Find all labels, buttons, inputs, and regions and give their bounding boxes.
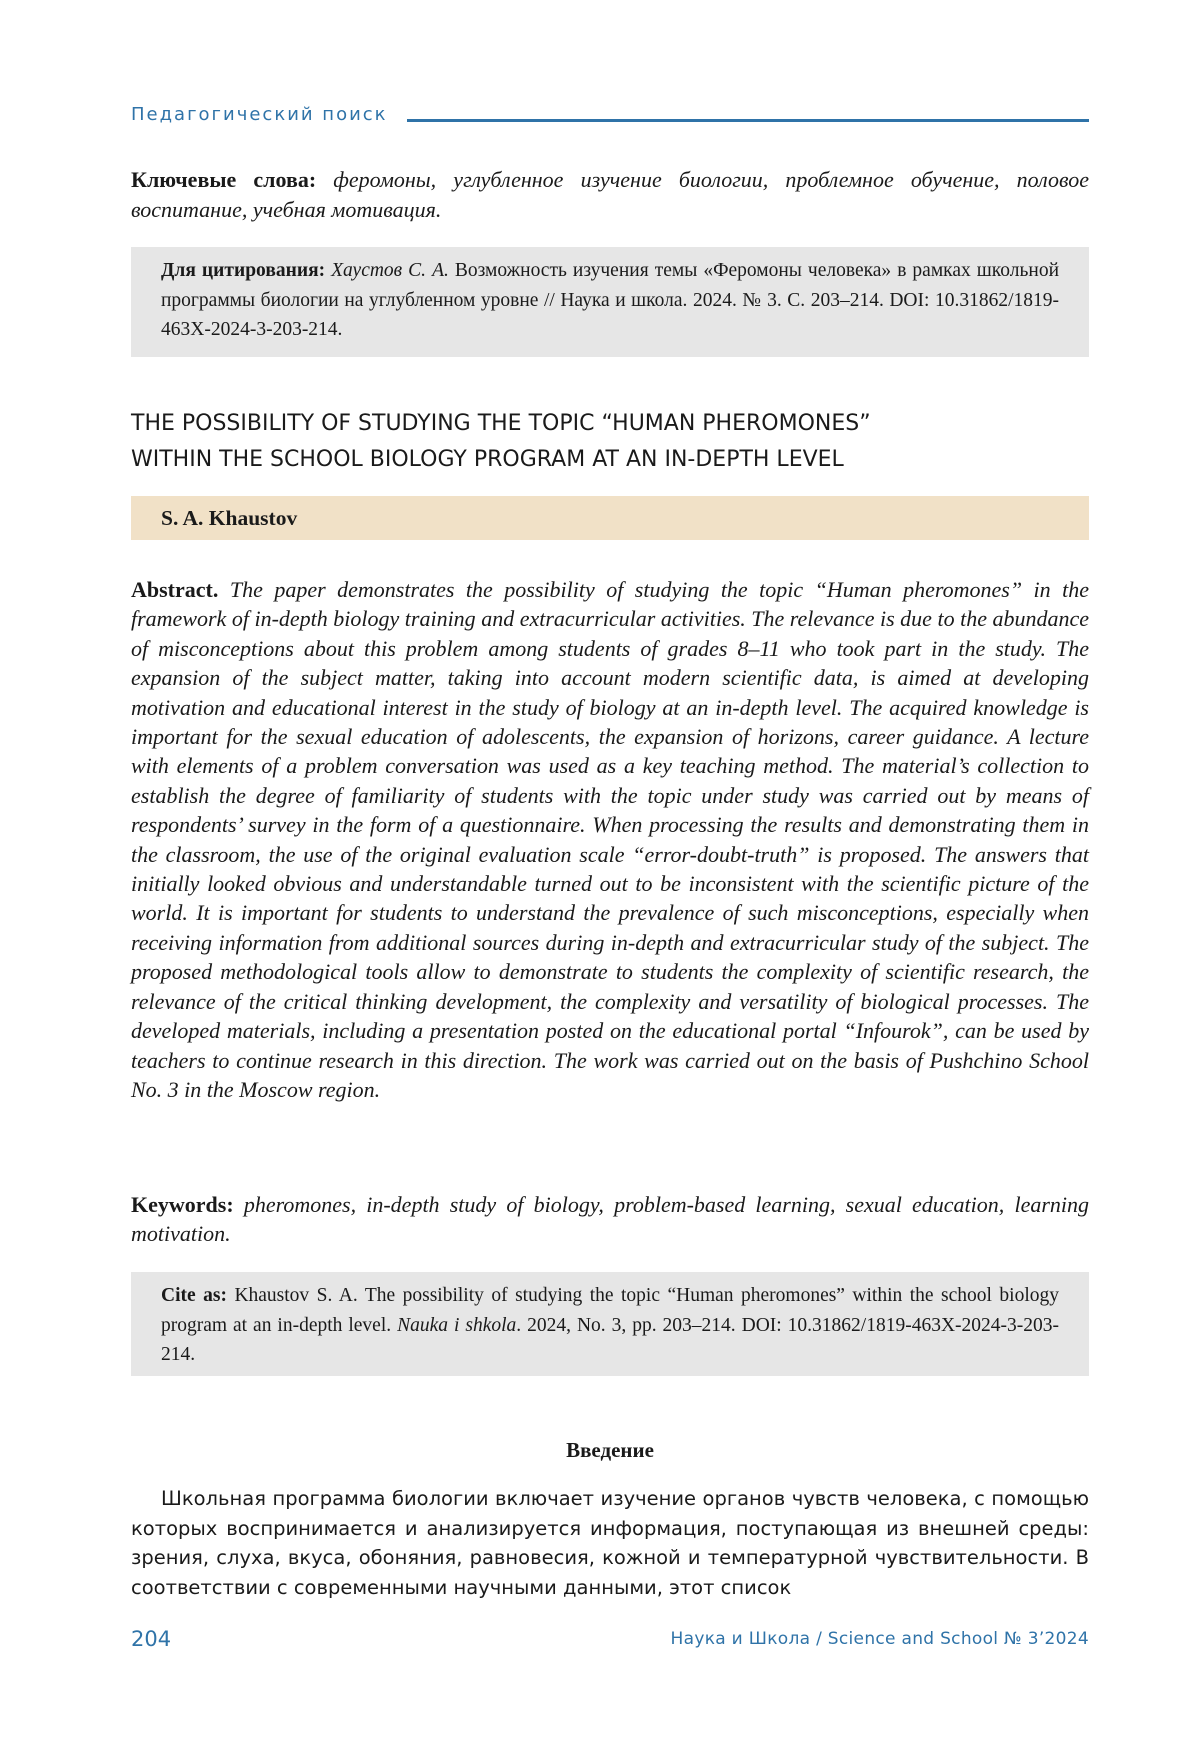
keywords-ru-text: феромоны, углубленное изучение биологии, проблемное обучение, половое воспитание, учебная мотивация. <box>131 167 1089 222</box>
abstract <box>131 575 1089 1104</box>
keywords-ru <box>131 165 1089 225</box>
abstract-text: The paper demonstrates the possibility of studying the topic “Human pheromones” in the framework of in-depth biology training and extracurricular activities. The relevance is due to the abundance of misconceptions about this problem among students of grades 8–11 who took part in the study. The expansion of the subject matter, taking into account modern scientific data, is aimed at developing motivation and educational interest in the study of biology at an in-depth level. The acquired knowledge is important for the sexual education of adolescents, the expansion of horizons, career guidance. A lecture with elements of a problem conversation was used as a key teaching method. The material’s collection to establish the degree of familiarity of students with the topic under study was carried out by means of respondents’ survey in the form of a questionnaire. When processing the results and demonstrating them in the classroom, the use of the original evaluation scale “error-doubt-truth” is proposed. The answers that initially looked obvious and understandable turned out to be inconsistent with the scientific picture of the world. It is important for students to understand the prevalence of such misconceptions, especially when receiving information from additional sources during in-depth and extracurricular study of the subject. The proposed methodological tools allow to demonstrate to students the complexity of scientific research, the relevance of the critical thinking development, the complexity and versatility of biological processes. The developed materials, including a presentation posted on the educational portal “Infourok”, can be used by teachers to continue research in this direction. The work was carried out on the basis of Pushchino School No. 3 in the Moscow region. <box>131 577 1090 1102</box>
author-name: S. A. Khaustov <box>161 506 298 530</box>
page-footer <box>131 1627 1089 1657</box>
citation-en-journal: Nauka i shkola <box>397 1314 517 1336</box>
keywords-en <box>131 1190 1089 1249</box>
citation-en-text: Khaustov S. A. The possibility of studying the topic “Human pheromones” within the school biology program at an in-depth level. <box>161 1285 1059 1336</box>
keywords-ru-label: Ключевые слова: <box>131 167 317 192</box>
citation-ru-label: Для цитирования: <box>161 260 326 281</box>
citation-en-text-after: . 2024, No. 3, pp. 203–214. DOI: 10.31862/1819-463X-2024-3-203-214. <box>161 1314 1060 1365</box>
header-rule <box>407 119 1089 122</box>
abstract-label: Abstract. <box>131 577 219 602</box>
section-title: Педагогический поиск <box>131 104 388 125</box>
keywords-en-text: pheromones, in-depth study of biology, problem-based learning, sexual education, learning motivation. <box>131 1192 1090 1247</box>
citation-en-box <box>131 1272 1089 1376</box>
introduction-paragraph: Школьная программа биологии включает изучение органов чувств человека, с помощью которых воспринимается и анализируется информация, поступающая из внешней среды: зрения, слуха, вкуса, обоняния, равновесия, кожной и температурной чувствительности. В соответствии с современными научными данными, этот список <box>131 1487 1089 1599</box>
citation-ru-box <box>131 247 1089 357</box>
keywords-en-label: Keywords: <box>131 1192 234 1217</box>
citation-en-label: Cite as: <box>161 1285 227 1306</box>
english-title <box>131 406 1089 478</box>
journal-info: Наука и Школа / Science and School № 3’2024 <box>670 1629 1089 1649</box>
introduction-heading: Введение <box>566 1438 654 1462</box>
english-title-line-2: WITHIN THE SCHOOL BIOLOGY PROGRAM AT AN IN-DEPTH LEVEL <box>131 447 844 472</box>
citation-ru-text: Возможность изучения темы «Феромоны человека» в рамках школьной программы биологии на углубленном уровне // Наука и школа. 2024. № 3. С. 203–214. DOI: 10.31862/1819-463X-2024-3-203-214. <box>161 260 1059 340</box>
running-header <box>131 104 1089 130</box>
author-bar <box>131 496 1089 540</box>
page-number: 204 <box>131 1627 172 1651</box>
english-title-line-1: THE POSSIBILITY OF STUDYING THE TOPIC “HUMAN PHEROMONES” <box>131 411 871 436</box>
citation-ru-author: Хаустов С. А. <box>331 260 449 281</box>
